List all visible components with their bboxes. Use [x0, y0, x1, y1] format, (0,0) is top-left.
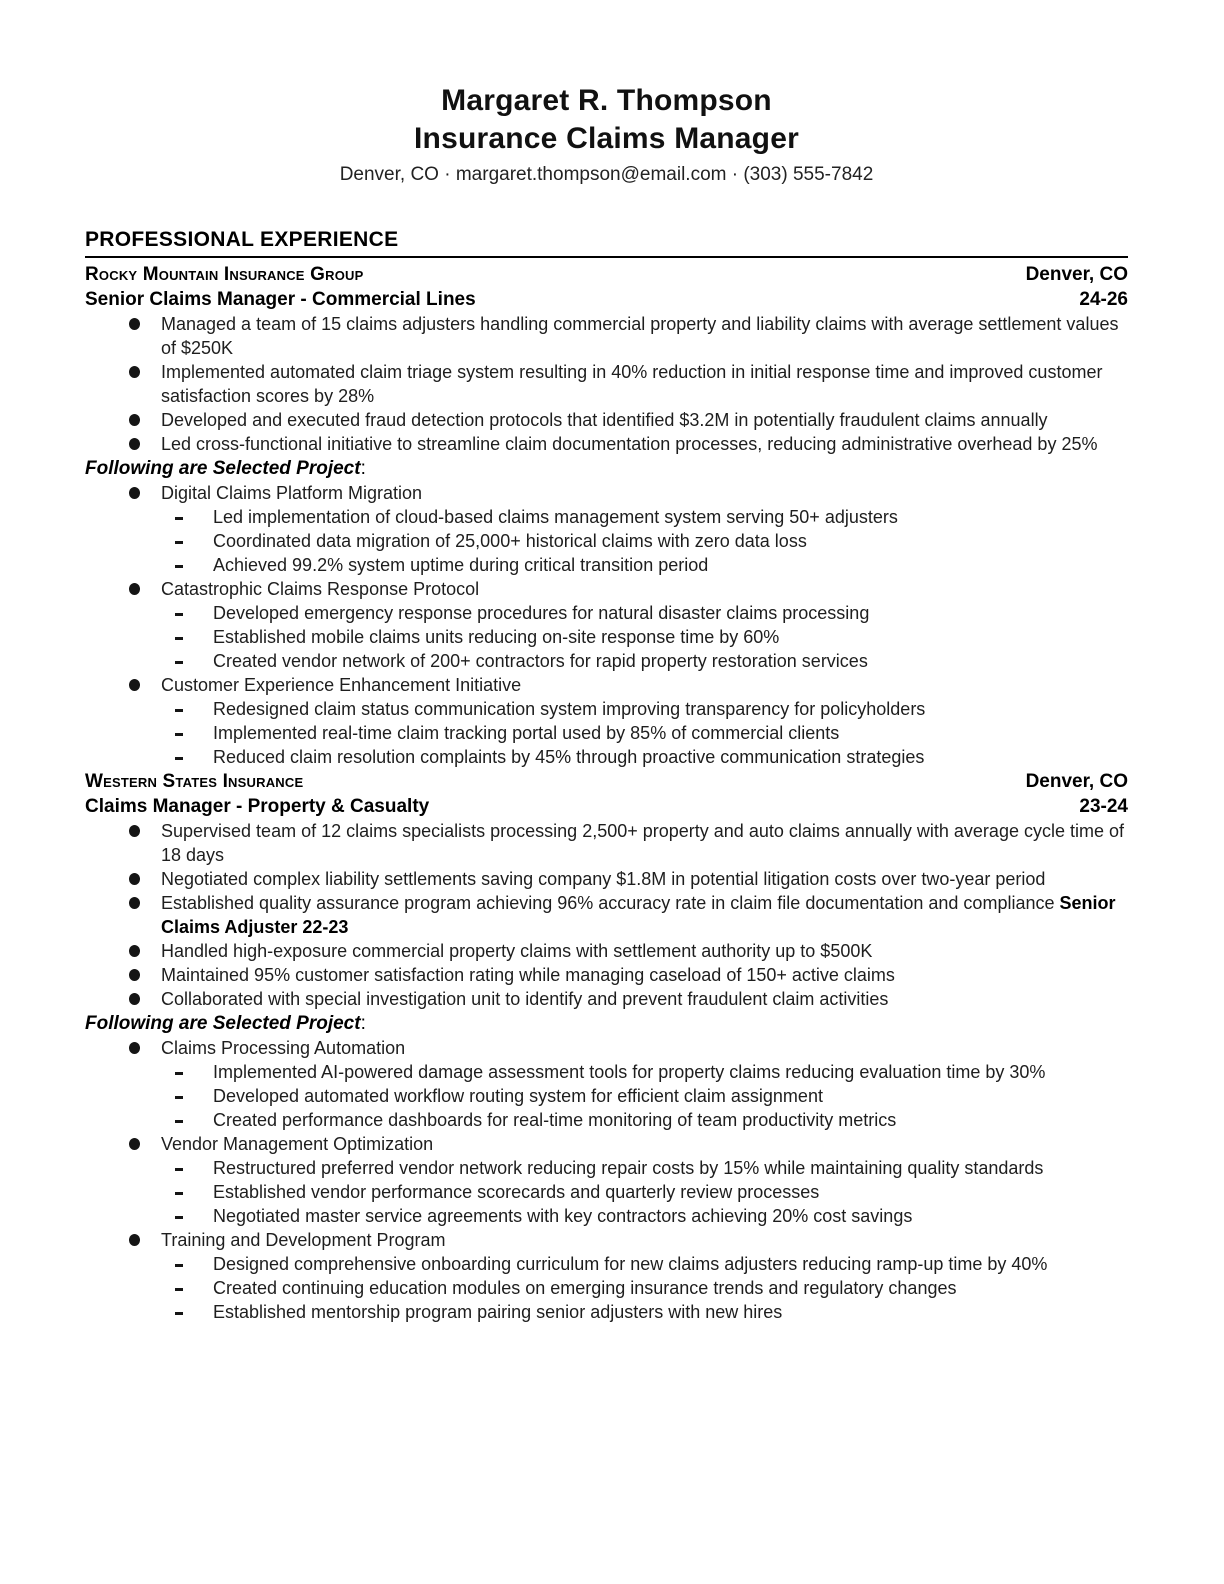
project-subitem-text: Implemented real-time claim tracking portal used by 85% of commercial clients: [213, 723, 840, 743]
bullet-icon: [129, 673, 161, 697]
bullet-icon: [129, 577, 161, 601]
project-subitem-text: Designed comprehensive onboarding curriculum for new claims adjusters reducing ramp-up time by 40%: [213, 1254, 1048, 1274]
dash-icon: [175, 1204, 213, 1228]
dash-icon: [175, 1180, 213, 1204]
project-name: Catastrophic Claims Response Protocol: [161, 579, 480, 599]
bullet-icon: [129, 867, 161, 891]
dash-icon: [175, 1252, 213, 1276]
project-name: Training and Development Program: [161, 1230, 446, 1250]
project-subitem-text: Developed emergency response procedures for natural disaster claims processing: [213, 603, 870, 623]
project-name: Digital Claims Platform Migration: [161, 483, 423, 503]
bullet-text: Managed a team of 15 claims adjusters handling commercial property and liability claims with average settlement values of $250K: [161, 314, 1119, 358]
project-subitem: [85, 1252, 1128, 1276]
dash-icon: [175, 505, 213, 529]
project-subitem: [85, 1276, 1128, 1300]
project-subitem: [85, 1300, 1128, 1324]
person-name: Margaret R. Thompson: [441, 84, 772, 117]
dash-icon: [175, 721, 213, 745]
project-subitem-text: Reduced claim resolution complaints by 45% through proactive communication strategies: [213, 747, 925, 767]
bullet-icon: [129, 1132, 161, 1156]
project-subitem: [85, 553, 1128, 577]
bullet-icon: [129, 987, 161, 1011]
bullet-text: Implemented automated claim triage system resulting in 40% reduction in initial response time and improved customer satisfaction scores by 28%: [161, 362, 1103, 406]
dash-icon: [175, 745, 213, 769]
bullet-text: Established quality assurance program achieving 96% accuracy rate in claim file documentation and compliance Senior Claims Adjuster 22-23: [161, 893, 1116, 937]
project-subitem-text: Established mentorship program pairing senior adjusters with new hires: [213, 1302, 783, 1322]
bullet-item: [85, 360, 1128, 408]
bullet-icon: [129, 312, 161, 360]
person-title: Insurance Claims Manager: [414, 122, 799, 155]
project-name: Vendor Management Optimization: [161, 1134, 434, 1154]
project-subitem-text: Created continuing education modules on emerging insurance trends and regulatory changes: [213, 1278, 957, 1298]
job-location: Denver, CO: [1025, 771, 1128, 792]
bullet-icon: [129, 360, 161, 408]
bullet-text: Led cross-functional initiative to streamline claim documentation processes, reducing administrative overhead by 25%: [161, 434, 1098, 454]
job-role: Claims Manager - Property & Casualty: [85, 796, 430, 817]
project-subitem-text: Established vendor performance scorecards and quarterly review processes: [213, 1182, 820, 1202]
dash-icon: [175, 625, 213, 649]
bullet-icon: [129, 408, 161, 432]
bullet-icon: [129, 939, 161, 963]
project-subitem-text: Developed automated workflow routing system for efficient claim assignment: [213, 1086, 823, 1106]
contact-line: Denver, CO · margaret.thompson@email.com · (303) 555-7842: [339, 164, 874, 185]
dash-icon: [175, 1084, 213, 1108]
bullet-icon: [129, 1036, 161, 1060]
project-subitem: [85, 1180, 1128, 1204]
bullet-item: [85, 432, 1128, 456]
job-dates: 24-26: [1079, 289, 1128, 310]
project-name: Claims Processing Automation: [161, 1038, 406, 1058]
project-subitem-text: Coordinated data migration of 25,000+ historical claims with zero data loss: [213, 531, 807, 551]
bullet-icon: [129, 481, 161, 505]
job-role-row: [85, 287, 1128, 312]
project-subitem: [85, 1060, 1128, 1084]
bullet-text: Negotiated complex liability settlements saving company $1.8M in potential litigation costs over two-year period: [161, 869, 1046, 889]
project-subitem: [85, 529, 1128, 553]
bullet-icon: [129, 432, 161, 456]
dash-icon: [175, 529, 213, 553]
project-subitem: [85, 505, 1128, 529]
company-name: Western States Insurance: [85, 771, 304, 792]
bullet-text: Supervised team of 12 claims specialists processing 2,500+ property and auto claims annually with average cycle time of 18 days: [161, 821, 1124, 865]
dash-icon: [175, 553, 213, 577]
project-subitem: [85, 1204, 1128, 1228]
project-subitem: [85, 745, 1128, 769]
bullet-item: [85, 819, 1128, 867]
project-subitem: [85, 649, 1128, 673]
projects-label: Following are Selected Project:: [85, 1013, 366, 1034]
bullet-icon: [129, 891, 161, 939]
bullet-text: Collaborated with special investigation unit to identify and prevent fraudulent claim activities: [161, 989, 889, 1009]
project-subitem-text: Negotiated master service agreements with key contractors achieving 20% cost savings: [213, 1206, 913, 1226]
project-subitem: [85, 601, 1128, 625]
job-header-row: [85, 769, 1128, 794]
project-subitem-text: Achieved 99.2% system uptime during critical transition period: [213, 555, 709, 575]
project-name: Customer Experience Enhancement Initiative: [161, 675, 522, 695]
bullet-text: Developed and executed fraud detection protocols that identified $3.2M in potentially fraudulent claims annually: [161, 410, 1048, 430]
project-subitem: [85, 625, 1128, 649]
project-item: [85, 1132, 1128, 1156]
project-subitem: [85, 1108, 1128, 1132]
dash-icon: [175, 1276, 213, 1300]
project-subitem-text: Restructured preferred vendor network reducing repair costs by 15% while maintaining quality standards: [213, 1158, 1044, 1178]
bullet-item: [85, 867, 1128, 891]
company-name: Rocky Mountain Insurance Group: [85, 264, 364, 285]
bullet-icon: [129, 819, 161, 867]
bullet-text: Maintained 95% customer satisfaction rating while managing caseload of 150+ active claims: [161, 965, 895, 985]
dash-icon: [175, 1060, 213, 1084]
dash-icon: [175, 649, 213, 673]
bullet-text: Handled high-exposure commercial property claims with settlement authority up to $500K: [161, 941, 873, 961]
dash-icon: [175, 1108, 213, 1132]
bullet-item: [85, 891, 1128, 939]
project-subitem-text: Established mobile claims units reducing on-site response time by 60%: [213, 627, 780, 647]
dash-icon: [175, 601, 213, 625]
project-item: [85, 1228, 1128, 1252]
dash-icon: [175, 1300, 213, 1324]
job-role: Senior Claims Manager - Commercial Lines: [85, 289, 476, 310]
bullet-item: [85, 963, 1128, 987]
section-rule: [85, 256, 1128, 258]
project-subitem-text: Created vendor network of 200+ contractors for rapid property restoration services: [213, 651, 868, 671]
projects-label: Following are Selected Project:: [85, 458, 366, 479]
project-subitem-text: Implemented AI-powered damage assessment tools for property claims reducing evaluation time by 30%: [213, 1062, 1046, 1082]
bullet-item: [85, 987, 1128, 1011]
job-role-row: [85, 794, 1128, 819]
project-subitem: [85, 697, 1128, 721]
job-header-row: [85, 262, 1128, 287]
dash-icon: [175, 1156, 213, 1180]
project-item: [85, 577, 1128, 601]
project-subitem-text: Redesigned claim status communication system improving transparency for policyholders: [213, 699, 926, 719]
project-item: [85, 1036, 1128, 1060]
project-subitem-text: Created performance dashboards for real-time monitoring of team productivity metrics: [213, 1110, 897, 1130]
project-item: [85, 673, 1128, 697]
project-subitem: [85, 721, 1128, 745]
bullet-icon: [129, 1228, 161, 1252]
bullet-icon: [129, 963, 161, 987]
project-subitem: [85, 1084, 1128, 1108]
project-subitem-text: Led implementation of cloud-based claims management system serving 50+ adjusters: [213, 507, 898, 527]
job-location: Denver, CO: [1025, 264, 1128, 285]
bullet-item: [85, 312, 1128, 360]
bullet-item: [85, 408, 1128, 432]
dash-icon: [175, 697, 213, 721]
project-item: [85, 481, 1128, 505]
job-dates: 23-24: [1079, 796, 1128, 817]
bullet-item: [85, 939, 1128, 963]
project-subitem: [85, 1156, 1128, 1180]
section-heading-professional-experience: PROFESSIONAL EXPERIENCE: [85, 228, 399, 251]
